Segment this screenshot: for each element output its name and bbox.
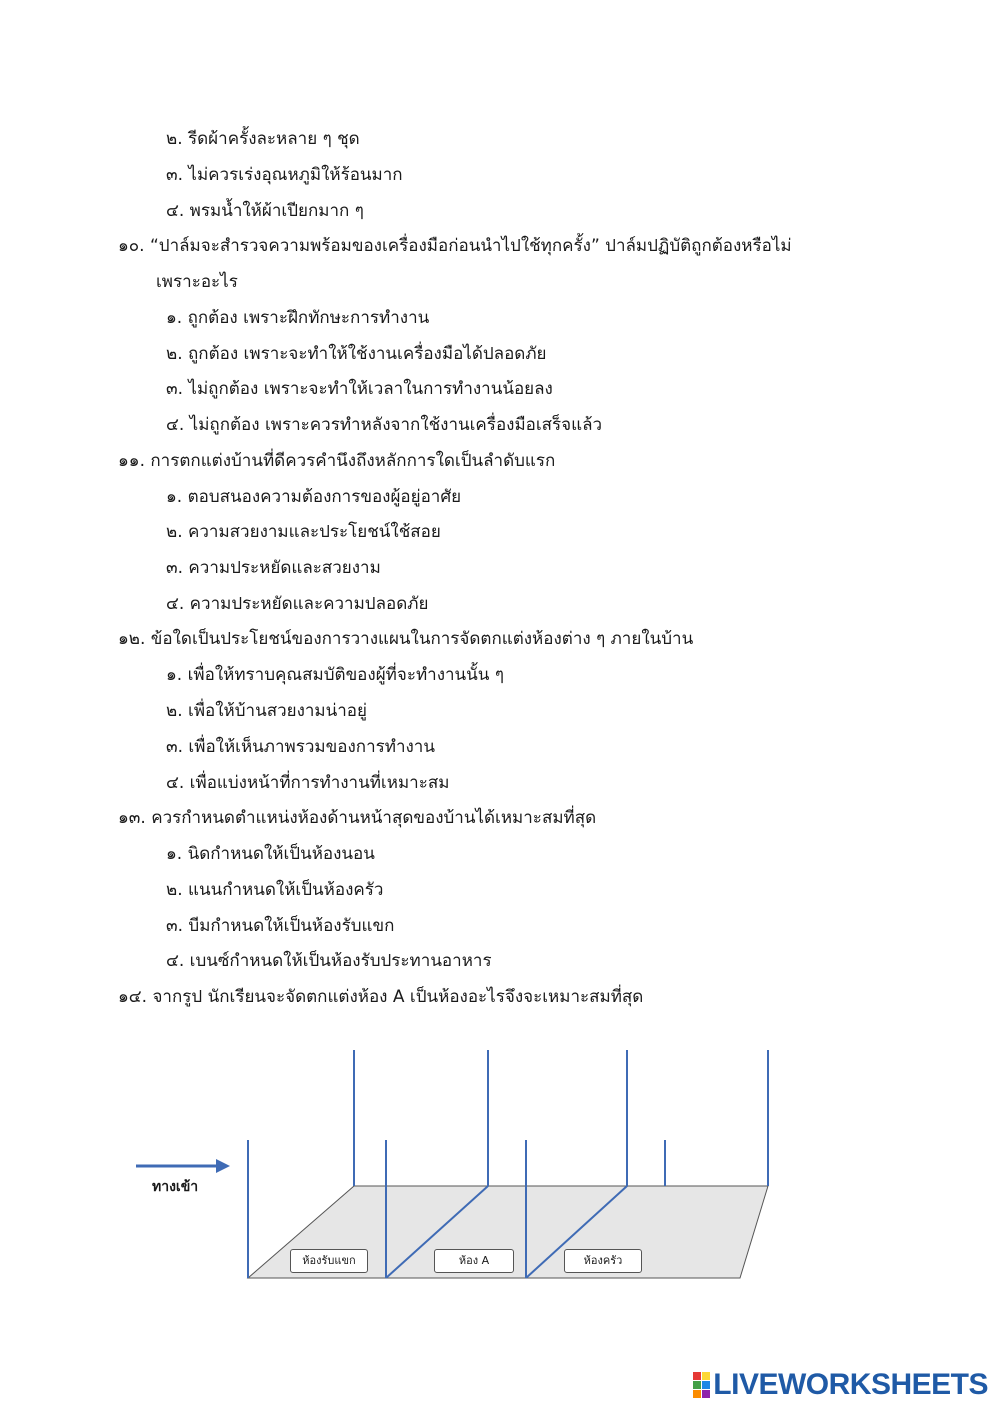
q12-option-1: ๑. เพื่อให้ทราบคุณสมบัติของผู้ที่จะทำงานนั้น ๆ <box>166 665 504 685</box>
room-label-living: ห้องรับแขก <box>290 1249 368 1273</box>
q13-option-3: ๓. บีมกำหนดให้เป็นห้องรับแขก <box>166 916 395 936</box>
q11-option-1: ๑. ตอบสนองความต้องการของผู้อยู่อาศัย <box>166 487 462 507</box>
q9-option-4: ๔. พรมน้ำให้ผ้าเปียกมาก ๆ <box>166 201 364 221</box>
liveworksheets-logo <box>693 1368 988 1402</box>
room-label-kitchen: ห้องครัว <box>564 1249 642 1273</box>
logo-text: LIVEWORKSHEETS <box>713 1368 988 1401</box>
question-14: ๑๔. จากรูป นักเรียนจะจัดตกแต่งห้อง A เป็นห้องอะไรจึงจะเหมาะสมที่สุด <box>118 987 644 1007</box>
q12-option-3: ๓. เพื่อให้เห็นภาพรวมของการทำงาน <box>166 737 435 757</box>
question-11: ๑๑. การตกแต่งบ้านที่ดีควรคำนึงถึงหลักการใดเป็นลำดับแรก <box>118 451 556 471</box>
question-12: ๑๒. ข้อใดเป็นประโยชน์ของการวางแผนในการจัดตกแต่งห้องต่าง ๆ ภายในบ้าน <box>118 629 694 649</box>
logo-icon <box>693 1372 710 1398</box>
q10-option-4: ๔. ไม่ถูกต้อง เพราะควรทำหลังจากใช้งานเครื่องมือเสร็จแล้ว <box>166 415 603 435</box>
q11-option-3: ๓. ความประหยัดและสวยงาม <box>166 558 381 578</box>
q10-option-2: ๒. ถูกต้อง เพราะจะทำให้ใช้งานเครื่องมือได้ปลอดภัย <box>166 344 547 364</box>
entrance-arrow-icon <box>136 1159 230 1173</box>
room-label-a: ห้อง A <box>434 1249 514 1273</box>
q12-option-4: ๔. เพื่อแบ่งหน้าที่การทำงานที่เหมาะสม <box>166 773 450 793</box>
q9-option-3: ๓. ไม่ควรเร่งอุณหภูมิให้ร้อนมาก <box>166 165 403 185</box>
q11-option-2: ๒. ความสวยงามและประโยชน์ใช้สอย <box>166 522 441 542</box>
q10-option-1: ๑. ถูกต้อง เพราะฝึกทักษะการทำงาน <box>166 308 430 328</box>
question-10-continued: เพราะอะไร <box>156 272 238 292</box>
q13-option-4: ๔. เบนซ์กำหนดให้เป็นห้องรับประทานอาหาร <box>166 951 492 971</box>
q13-option-1: ๑. นิดกำหนดให้เป็นห้องนอน <box>166 844 375 864</box>
entrance-label: ทางเข้า <box>152 1179 199 1195</box>
q11-option-4: ๔. ความประหยัดและความปลอดภัย <box>166 594 429 614</box>
question-10: ๑๐. “ปาล์มจะสำรวจความพร้อมของเครื่องมือก่อนนำไปใช้ทุกครั้ง” ปาล์มปฏิบัติถูกต้องหรือไม่ <box>118 236 792 256</box>
q9-option-2: ๒. รีดผ้าครั้งละหลาย ๆ ชุด <box>166 129 360 149</box>
q12-option-2: ๒. เพื่อให้บ้านสวยงามน่าอยู่ <box>166 701 367 721</box>
question-13: ๑๓. ควรกำหนดตำแหน่งห้องด้านหน้าสุดของบ้านได้เหมาะสมที่สุด <box>118 808 597 828</box>
q13-option-2: ๒. แนนกำหนดให้เป็นห้องครัว <box>166 880 384 900</box>
q10-option-3: ๓. ไม่ถูกต้อง เพราะจะทำให้เวลาในการทำงานน้อยลง <box>166 379 553 399</box>
